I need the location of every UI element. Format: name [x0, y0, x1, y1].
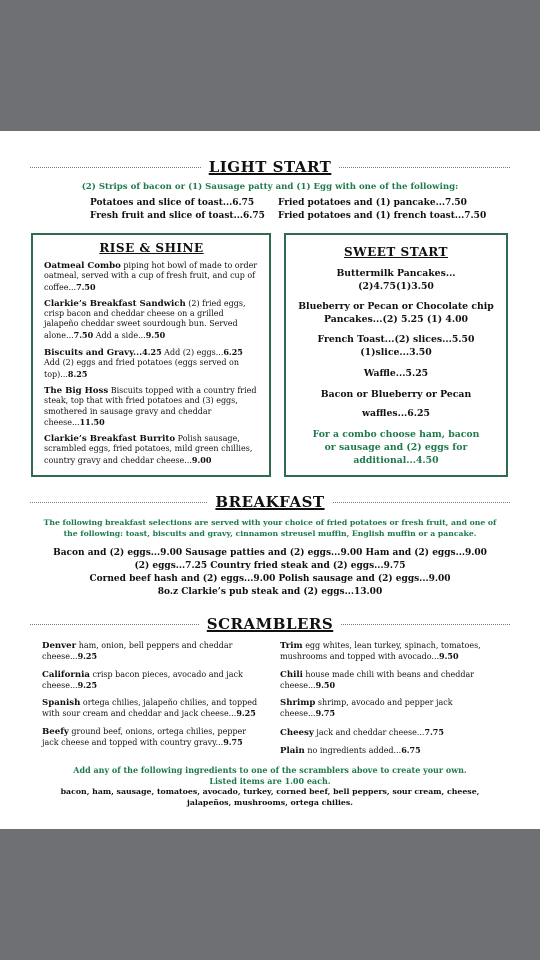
item-name: Clarkie’s Breakfast Burrito	[44, 434, 176, 445]
scrambler-item	[42, 698, 262, 720]
item-price: 7.50	[76, 281, 96, 292]
breakfast-intro: The following breakfast selections are served with your choice of fried potatoes or fresh fruit, and one of the following: toast, biscuits and gravy, cinnamon streusel muffin, English muffin or a pancake.	[43, 518, 497, 538]
item-extra2-price: 8.25	[67, 368, 88, 379]
item-price: 6.75	[401, 745, 421, 756]
divider	[30, 502, 207, 503]
sweet-item: French Toast...(2) slices...5.50	[317, 334, 475, 345]
combo-note: For a combo choose ham, bacon or sausage and (2) eggs for additional...4.50	[312, 429, 480, 466]
scrambler-item	[280, 745, 498, 756]
build-your-own-note: Add any of the following ingredients to one of the scramblers above to create your own. Listed items are 1.00 each.	[73, 765, 467, 786]
light-start-intro: (2) Strips of bacon or (1) Sausage patty and (1) Egg with one of the following:	[81, 182, 459, 192]
breakfast-row: (2) eggs...7.25 Country fried steak and (2) eggs...9.75	[134, 561, 406, 571]
scrambler-item	[42, 670, 262, 692]
scramblers-left-column	[42, 641, 262, 755]
item-desc: Biscuits topped with a country fried steak, top that with fried potatoes and (3) eggs, smothered in sausage gravy and cheddar cheese...	[44, 385, 257, 427]
item-desc: ortega chilies, jalapeño chilies, and topped with sour cream and cheddar and jack cheese...	[42, 698, 258, 719]
item-name: Trim	[280, 641, 303, 651]
light-start-item: Fried potatoes and (1) french toast...7.50	[278, 211, 487, 221]
item-price: 9.25	[77, 651, 98, 662]
item-price: 4.25	[142, 347, 162, 358]
scrambler-item	[42, 727, 262, 749]
sweet-item: (2)4.75(1)3.50	[358, 281, 434, 292]
item-price: 9.50	[439, 651, 459, 662]
breakfast-title: BREAKFAST	[215, 493, 325, 511]
scrambler-item	[280, 641, 498, 663]
item-price: 11.50	[79, 416, 105, 427]
scrambler-item	[280, 727, 498, 738]
menu-item	[44, 261, 259, 293]
item-name: The Big Hoss	[44, 385, 109, 396]
sweet-start-title: SWEET START	[344, 245, 448, 259]
item-desc: ham, onion, bell peppers and cheddar cheese...	[42, 641, 233, 662]
scrambler-item	[280, 698, 498, 720]
item-desc: piping hot bowl of made to order oatmeal, served with a cup of fresh fruit, and cup of coffee...	[44, 261, 258, 292]
item-price: 7.75	[424, 726, 444, 737]
sweet-item: Buttermilk Pancakes...	[336, 268, 456, 279]
item-price: 9.75	[223, 737, 243, 748]
rise-shine-box	[31, 233, 271, 477]
sweet-item: waffles...6.25	[362, 408, 430, 419]
sweet-item: Bacon or Blueberry or Pecan	[320, 389, 472, 400]
sweet-item: (1)slice...3.50	[360, 347, 432, 358]
ingredients-list: bacon, ham, sausage, tomatoes, avocado, turkey, corned beef, bell peppers, sour cream, cheese, jalapeños, mushrooms, ortega chilies.	[60, 787, 480, 807]
item-name: Cheesy	[280, 727, 314, 738]
item-name: Biscuits and Gravy	[44, 348, 134, 359]
breakfast-row: Corned beef hash and (2) eggs...9.00 Polish sausage and (2) eggs...9.00	[89, 574, 451, 584]
item-price: 9.50	[315, 679, 336, 690]
sweet-item: Waffle...5.25	[363, 368, 429, 379]
item-name: Spanish	[42, 698, 81, 709]
scramblers-right-column	[280, 641, 498, 763]
item-name: Shrimp	[280, 698, 316, 709]
scrambler-item	[280, 670, 498, 692]
item-desc: jack and cheddar cheese...	[313, 727, 425, 737]
item-desc: crisp bacon pieces, avocado and jack cheese...	[42, 669, 243, 690]
item-name: Denver	[42, 641, 77, 651]
light-start-title: LIGHT START	[208, 158, 332, 176]
item-desc: ground beef, onions, ortega chilies, pepper jack cheese and topped with country gravy...	[42, 726, 247, 748]
item-extra2: Add (2) eggs and fried potatoes (eggs served on top)...	[44, 358, 240, 379]
item-extra: Add (2) eggs...	[161, 348, 224, 358]
item-price: 7.50	[73, 329, 94, 340]
item-desc: no ingredients added...	[304, 746, 402, 756]
light-start-header	[30, 158, 510, 176]
item-extra-price: 9.50	[145, 329, 166, 340]
item-desc: ...	[133, 348, 143, 359]
sweet-start-box	[284, 233, 508, 477]
item-desc: shrimp, avocado and pepper jack cheese...	[280, 698, 453, 719]
divider	[30, 624, 199, 625]
breakfast-row: Bacon and (2) eggs...9.00 Sausage patties and (2) eggs...9.00 Ham and (2) eggs...9.00	[53, 548, 487, 558]
scrambler-item	[42, 641, 262, 663]
light-start-item: Potatoes and slice of toast...6.75	[90, 198, 255, 208]
breakfast-list	[10, 547, 530, 599]
divider	[333, 502, 510, 503]
item-desc: egg whites, lean turkey, spinach, tomatoes, mushrooms and topped with avocado...	[280, 641, 481, 662]
rise-shine-title: RISE & SHINE	[99, 241, 204, 255]
scramblers-header	[30, 615, 510, 633]
item-desc: Polish sausage, scrambled eggs, fried potatoes, mild green chillies, country gravy and cheddar cheese...	[44, 434, 253, 465]
sweet-item: Pancakes...(2) 5.25 (1) 4.00	[323, 314, 469, 325]
divider	[341, 624, 510, 625]
breakfast-row: 8o.z Clarkie’s pub steak and (2) eggs...13.00	[157, 587, 383, 597]
divider	[339, 167, 510, 168]
item-price: 9.75	[315, 708, 336, 719]
menu-page	[0, 131, 540, 829]
sweet-item: Blueberry or Pecan or Chocolate chip	[298, 301, 494, 312]
menu-item	[44, 299, 259, 341]
item-price: 9.25	[77, 679, 98, 690]
item-name: Beefy	[42, 726, 69, 737]
light-start-left	[90, 197, 280, 223]
breakfast-header	[30, 493, 510, 511]
divider	[30, 167, 201, 168]
item-name: California	[42, 669, 90, 680]
menu-item	[44, 347, 259, 380]
item-name: Plain	[280, 746, 305, 757]
item-price: 9.25	[236, 708, 256, 719]
item-extra: Add a side...	[93, 330, 146, 340]
light-start-right	[278, 197, 498, 223]
item-desc: house made chili with beans and cheddar cheese...	[280, 669, 475, 690]
light-start-item: Fried potatoes and (1) pancake...7.50	[278, 198, 467, 208]
item-extra-price: 6.25	[223, 347, 243, 358]
item-price: 9.00	[191, 454, 212, 465]
menu-item	[44, 434, 259, 466]
menu-item	[44, 386, 259, 428]
light-start-item: Fresh fruit and slice of toast...6.75	[90, 211, 265, 221]
item-desc: (2) fried eggs, crisp bacon and cheddar cheese on a grilled jalapeño cheddar sweet sourdough bun. Served alone...	[44, 298, 246, 340]
item-name: Oatmeal Combo	[44, 261, 121, 271]
scramblers-title: SCRAMBLERS	[206, 615, 334, 633]
item-name: Chili	[280, 669, 303, 680]
item-name: Clarkie’s Breakfast Sandwich	[44, 298, 186, 309]
